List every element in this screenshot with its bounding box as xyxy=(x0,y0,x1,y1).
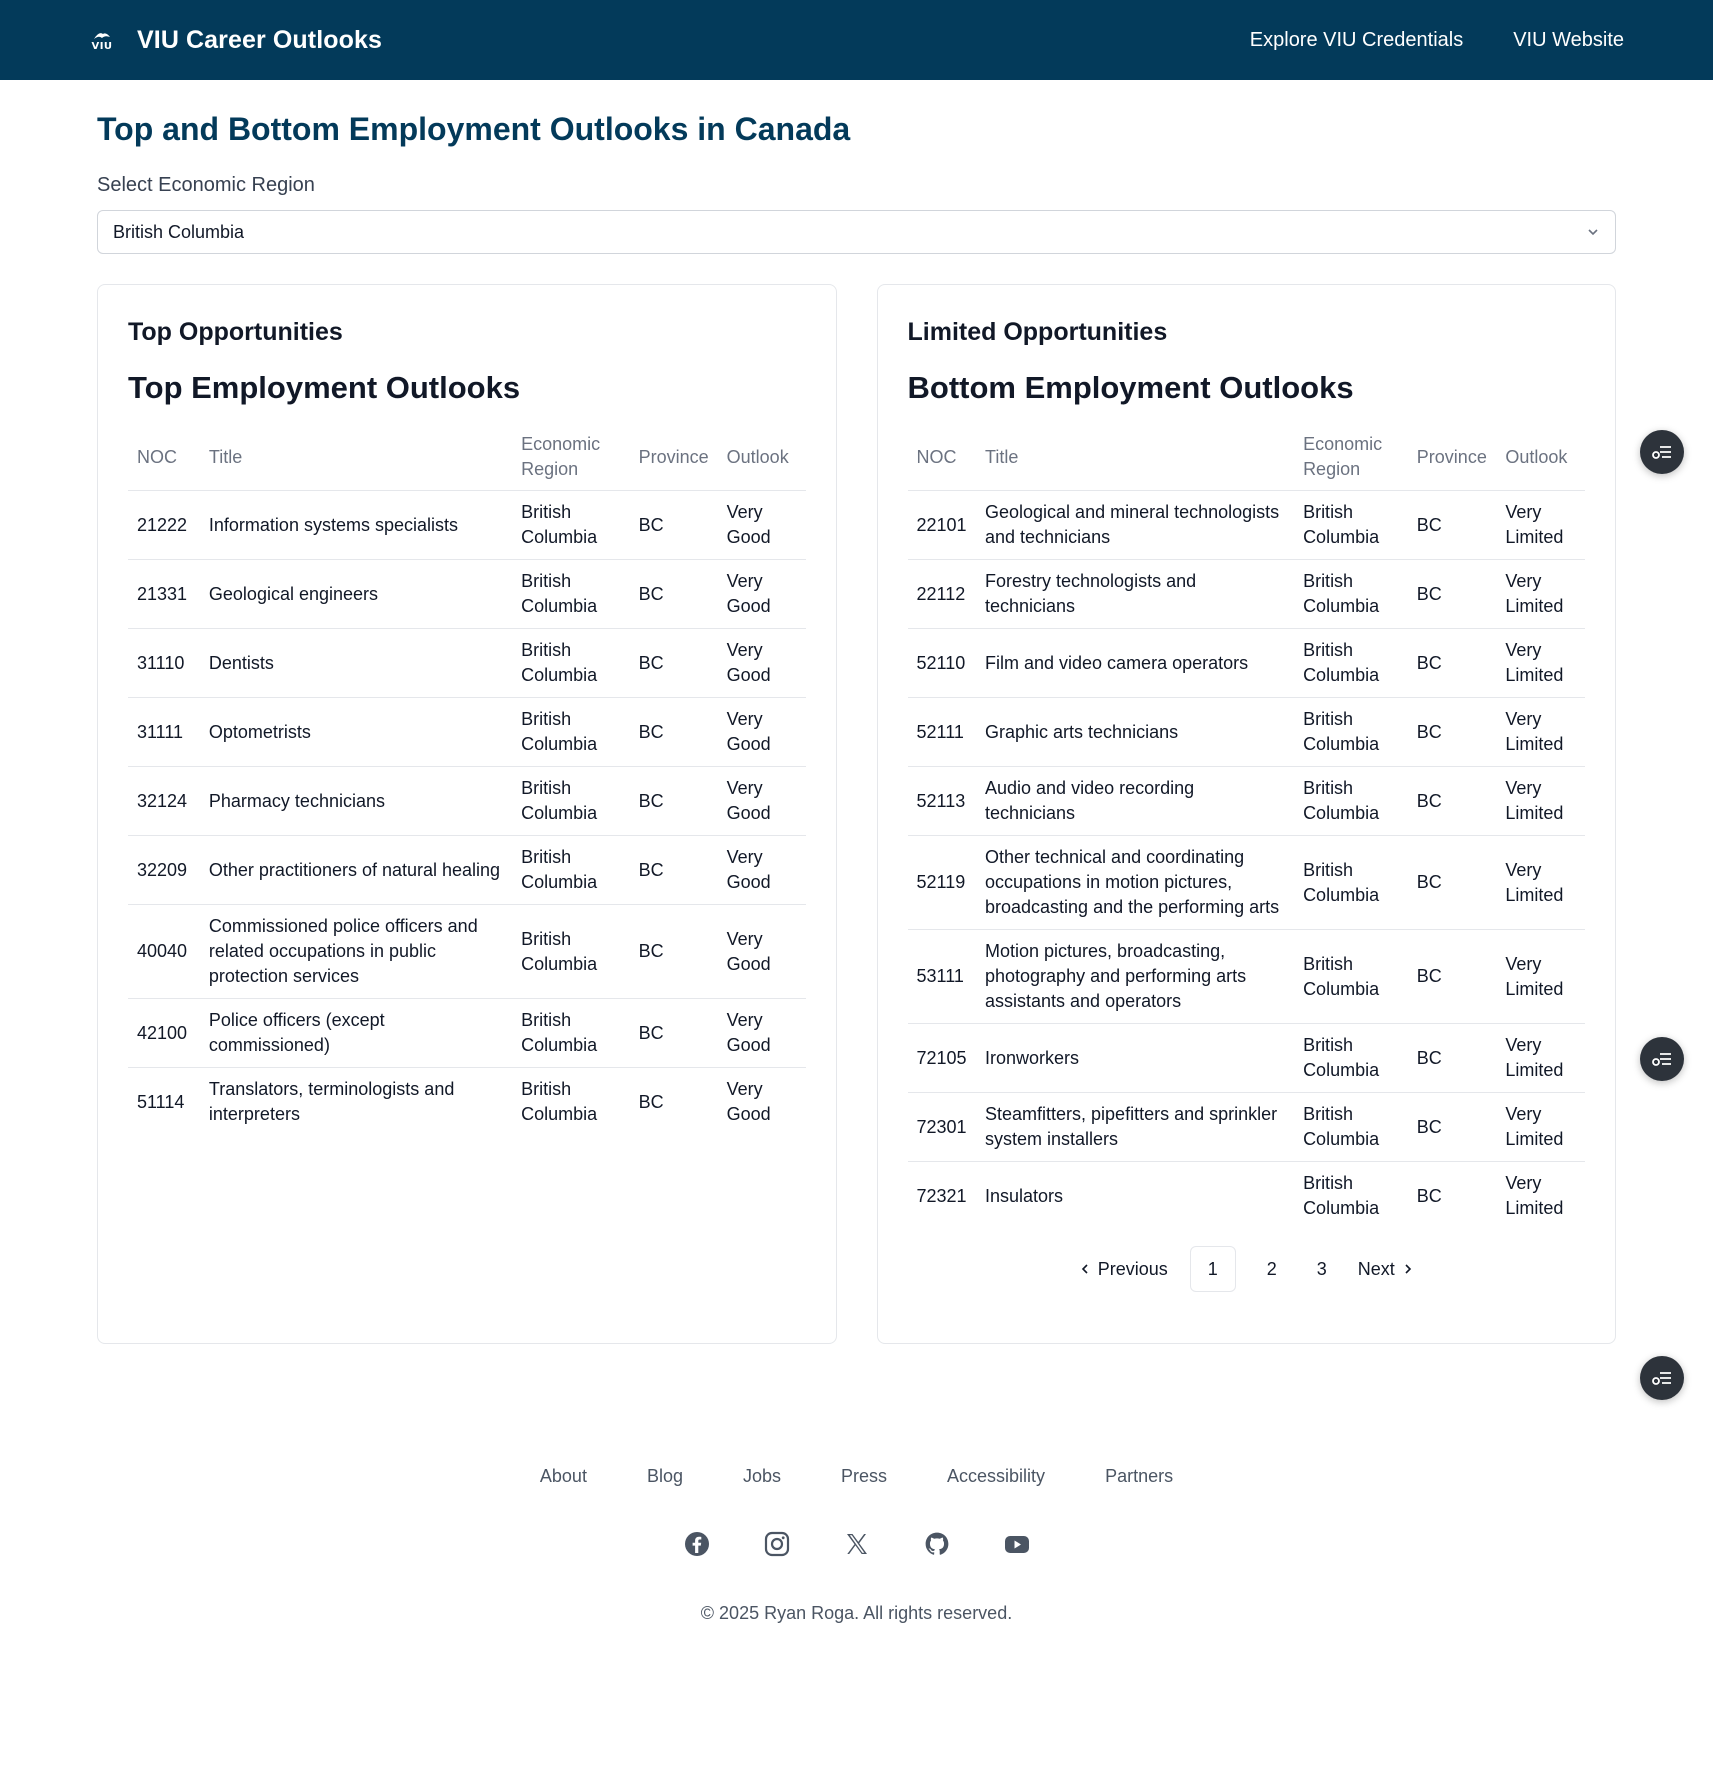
column-header-outlook: Outlook xyxy=(718,424,806,491)
cell-outlook: Very Limited xyxy=(1496,491,1585,560)
table-row xyxy=(128,1068,806,1137)
cell-title: Pharmacy technicians xyxy=(200,767,512,836)
brand[interactable] xyxy=(89,25,382,55)
social-links xyxy=(97,1531,1616,1557)
cell-noc: 51114 xyxy=(137,1091,185,1112)
cell-outlook: Very Limited xyxy=(1496,767,1585,836)
cell-title: Forestry technologists and technicians xyxy=(976,560,1294,629)
card-title: Top Employment Outlooks xyxy=(128,370,521,405)
bottom-outlooks-table xyxy=(908,424,1586,1230)
column-header-outlook: Outlook xyxy=(1496,424,1585,491)
logo-text: VIU xyxy=(91,40,113,52)
card-subtitle: Limited Opportunities xyxy=(907,318,1168,346)
cell-province: BC xyxy=(630,999,718,1068)
cell-province: BC xyxy=(1408,491,1497,560)
cell-outlook: Very Good xyxy=(718,905,806,999)
cell-title: Graphic arts technicians xyxy=(976,698,1294,767)
chevron-left-icon xyxy=(1080,1263,1090,1275)
cell-noc: 52119 xyxy=(908,836,977,930)
table-row xyxy=(128,999,806,1068)
table-header-row xyxy=(908,424,1586,491)
cell-noc: 72301 xyxy=(908,1093,977,1162)
cell-title: Geological and mineral technologists and technicians xyxy=(976,491,1294,560)
cell-region: British Columbia xyxy=(512,767,630,836)
cell-noc: 52113 xyxy=(908,767,977,836)
cell-title: Information systems specialists xyxy=(200,491,512,560)
table-row xyxy=(908,491,1586,560)
table-row xyxy=(128,698,806,767)
cell-title: Police officers (except commissioned) xyxy=(200,999,512,1068)
table-header-row xyxy=(128,424,806,491)
cell-region: British Columbia xyxy=(512,560,630,629)
x-icon[interactable] xyxy=(844,1531,870,1557)
table-row xyxy=(908,1024,1586,1093)
cell-outlook: Very Good xyxy=(718,999,806,1068)
next-page-button[interactable] xyxy=(1358,1259,1413,1280)
table-row xyxy=(128,560,806,629)
cell-province: BC xyxy=(630,491,718,560)
cell-title: Other technical and coordinating occupations in motion pictures, broadcasting and the performing arts xyxy=(976,836,1294,930)
cell-province: BC xyxy=(630,905,718,999)
cell-outlook: Very Limited xyxy=(1496,629,1585,698)
table-row xyxy=(908,836,1586,930)
bottom-table-body xyxy=(908,491,1586,1231)
cell-outlook: Very Good xyxy=(718,836,806,905)
top-table-body xyxy=(128,491,806,1137)
previous-label: Previous xyxy=(1097,1258,1168,1279)
floating-menu-button[interactable] xyxy=(1640,1037,1684,1081)
cell-noc: 52110 xyxy=(908,629,977,698)
cell-province: BC xyxy=(638,1091,664,1112)
cell-outlook: Very Limited xyxy=(1496,836,1585,930)
cell-title: Motion pictures, broadcasting, photography and performing arts assistants and operators xyxy=(976,930,1294,1024)
page-2-button[interactable]: 2 xyxy=(1266,1258,1277,1279)
viu-logo[interactable] xyxy=(89,25,115,55)
footer-links xyxy=(97,1466,1616,1487)
cell-province: BC xyxy=(1408,560,1497,629)
cell-outlook: Very Good xyxy=(718,491,806,560)
cell-province: BC xyxy=(1408,629,1497,698)
cell-region: British Columbia xyxy=(1294,491,1408,560)
cell-region: British Columbia xyxy=(521,1079,598,1124)
cell-province: BC xyxy=(630,767,718,836)
instagram-icon[interactable] xyxy=(764,1531,790,1557)
mountain-logo-icon xyxy=(93,29,111,41)
header-nav xyxy=(1250,29,1624,52)
cell-region: British Columbia xyxy=(512,629,630,698)
table-row xyxy=(128,905,806,999)
cell-outlook: Very Limited xyxy=(1496,698,1585,767)
outlook-cards xyxy=(97,284,1616,1344)
cell-noc: 22101 xyxy=(908,491,977,560)
cell-province: BC xyxy=(630,560,718,629)
cell-outlook: Very Limited xyxy=(1505,1173,1564,1218)
next-label: Next xyxy=(1357,1258,1395,1279)
cell-noc: 22112 xyxy=(908,560,977,629)
cell-province: BC xyxy=(1408,1093,1497,1162)
copyright: © 2025 Ryan Roga. All rights reserved. xyxy=(700,1603,1013,1623)
column-header-region: Economic Region xyxy=(1294,424,1408,491)
cell-province: BC xyxy=(1408,930,1497,1024)
previous-page-button[interactable] xyxy=(1080,1259,1168,1280)
cell-outlook: Very Good xyxy=(718,698,806,767)
cell-region: British Columbia xyxy=(1294,1093,1408,1162)
main-content xyxy=(0,80,1713,1624)
cell-noc: 21331 xyxy=(128,560,200,629)
column-header-noc: NOC xyxy=(908,424,977,491)
table-row xyxy=(908,1162,1586,1231)
cell-province: BC xyxy=(630,836,718,905)
cell-region: British Columbia xyxy=(1303,1173,1380,1218)
cell-title: Ironworkers xyxy=(976,1024,1294,1093)
youtube-icon[interactable] xyxy=(1004,1531,1030,1557)
cell-region: British Columbia xyxy=(512,836,630,905)
cell-title: Audio and video recording technicians xyxy=(976,767,1294,836)
footer-link-jobs[interactable]: Jobs xyxy=(742,1466,782,1486)
cell-province: BC xyxy=(630,698,718,767)
table-row xyxy=(128,629,806,698)
table-row xyxy=(908,698,1586,767)
cell-province: BC xyxy=(1416,1185,1442,1206)
cell-noc: 53111 xyxy=(908,930,977,1024)
cell-noc: 32209 xyxy=(128,836,200,905)
cell-title: Steamfitters, pipefitters and sprinkler system installers xyxy=(976,1093,1294,1162)
page-3-button[interactable]: 3 xyxy=(1316,1258,1327,1279)
column-header-province: Province xyxy=(630,424,718,491)
cell-outlook: Very Good xyxy=(718,629,806,698)
page-title: Top and Bottom Employment Outlooks in Canada xyxy=(97,111,851,147)
cell-province: BC xyxy=(630,629,718,698)
cell-title: Insulators xyxy=(985,1185,1064,1206)
cell-province: BC xyxy=(1408,836,1497,930)
toggle-list-icon xyxy=(1651,1050,1673,1068)
cell-region: British Columbia xyxy=(1294,767,1408,836)
top-nav-bar xyxy=(0,0,1713,80)
cell-noc: 32124 xyxy=(128,767,200,836)
cell-outlook: Very Limited xyxy=(1496,1024,1585,1093)
cell-outlook: Very Good xyxy=(718,560,806,629)
column-header-title: Title xyxy=(976,424,1294,491)
page-1-button[interactable]: 1 xyxy=(1190,1246,1236,1292)
cell-outlook: Very Good xyxy=(718,767,806,836)
floating-menu-button[interactable] xyxy=(1640,430,1684,474)
card-subtitle: Top Opportunities xyxy=(128,318,343,346)
cell-outlook: Very Good xyxy=(726,1079,771,1124)
table-row xyxy=(128,836,806,905)
footer-link-accessibility[interactable]: Accessibility xyxy=(947,1466,1046,1486)
table-row xyxy=(128,491,806,560)
cell-region: British Columbia xyxy=(1294,836,1408,930)
cell-region: British Columbia xyxy=(512,698,630,767)
column-header-province: Province xyxy=(1408,424,1497,491)
cell-noc: 42100 xyxy=(128,999,200,1068)
footer-link-partners[interactable]: Partners xyxy=(1105,1466,1174,1486)
cell-region: British Columbia xyxy=(512,491,630,560)
cell-region: British Columbia xyxy=(1294,1024,1408,1093)
cell-title: Dentists xyxy=(200,629,512,698)
cell-title: Geological engineers xyxy=(200,560,512,629)
cell-region: British Columbia xyxy=(1294,698,1408,767)
cell-title: Other practitioners of natural healing xyxy=(200,836,512,905)
economic-region-select[interactable] xyxy=(97,210,1616,254)
chevron-right-icon xyxy=(1403,1263,1413,1275)
cell-title: Optometrists xyxy=(200,698,512,767)
cell-region: British Columbia xyxy=(1294,560,1408,629)
cell-region: British Columbia xyxy=(512,905,630,999)
cell-noc: 31110 xyxy=(128,629,200,698)
cell-noc: 21222 xyxy=(128,491,200,560)
cell-province: BC xyxy=(1408,767,1497,836)
github-icon[interactable] xyxy=(924,1531,950,1557)
cell-title: Film and video camera operators xyxy=(976,629,1294,698)
cell-noc: 72321 xyxy=(916,1185,967,1206)
nav-link-viu-website[interactable]: VIU Website xyxy=(1513,28,1624,51)
cell-title: Commissioned police officers and related occupations in public protection services xyxy=(200,905,512,999)
top-opportunities-card xyxy=(97,284,837,1344)
limited-opportunities-card xyxy=(877,284,1617,1344)
cell-noc: 52111 xyxy=(908,698,977,767)
facebook-icon[interactable] xyxy=(684,1531,710,1557)
floating-menu-button[interactable] xyxy=(1640,1356,1684,1400)
table-row xyxy=(908,1093,1586,1162)
app-title[interactable]: VIU Career Outlooks xyxy=(137,25,383,54)
footer-link-press[interactable]: Press xyxy=(841,1466,888,1486)
table-row xyxy=(128,767,806,836)
card-title: Bottom Employment Outlooks xyxy=(907,370,1354,405)
pagination xyxy=(908,1246,1586,1292)
nav-link-explore-credentials[interactable]: Explore VIU Credentials xyxy=(1249,28,1464,51)
cell-title: Translators, terminologists and interpreters xyxy=(208,1079,455,1124)
table-row xyxy=(908,629,1586,698)
column-header-region: Economic Region xyxy=(512,424,630,491)
column-header-noc: NOC xyxy=(128,424,200,491)
cell-noc: 31111 xyxy=(128,698,200,767)
table-row xyxy=(908,930,1586,1024)
cell-outlook: Very Limited xyxy=(1496,560,1585,629)
cell-region: British Columbia xyxy=(1294,930,1408,1024)
toggle-list-icon xyxy=(1651,1369,1673,1387)
cell-province: BC xyxy=(1408,1024,1497,1093)
cell-region: British Columbia xyxy=(512,999,630,1068)
region-select-value: British Columbia xyxy=(113,221,245,242)
cell-noc: 72105 xyxy=(908,1024,977,1093)
cell-outlook: Very Limited xyxy=(1496,930,1585,1024)
cell-noc: 40040 xyxy=(128,905,200,999)
table-row xyxy=(908,767,1586,836)
column-header-title: Title xyxy=(200,424,512,491)
toggle-list-icon xyxy=(1651,443,1673,461)
top-outlooks-table xyxy=(128,424,806,1136)
cell-outlook: Very Limited xyxy=(1496,1093,1585,1162)
table-row xyxy=(908,560,1586,629)
cell-province: BC xyxy=(1408,698,1497,767)
cell-region: British Columbia xyxy=(1294,629,1408,698)
chevron-down-icon xyxy=(1586,225,1600,239)
footer-link-about[interactable]: About xyxy=(539,1466,587,1486)
footer-link-blog[interactable]: Blog xyxy=(646,1466,683,1486)
region-select-label: Select Economic Region xyxy=(97,174,315,196)
